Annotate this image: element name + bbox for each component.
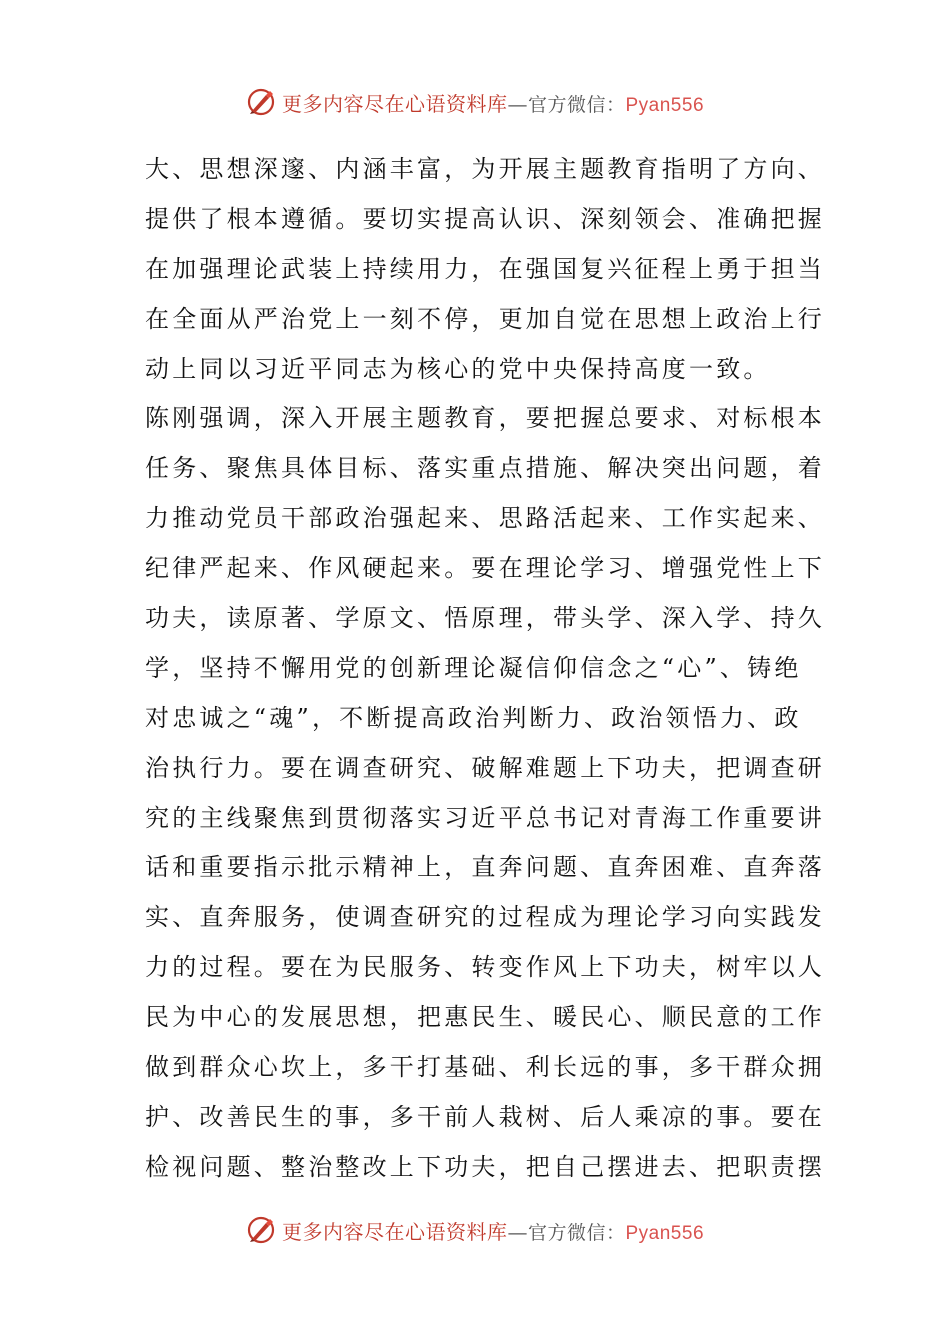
text-line: 护、改善民生的事，多干前人栽树、后人乘凉的事。要在 xyxy=(145,1102,825,1131)
banner-label: 官方微信： xyxy=(527,1221,626,1244)
text-line: 治执行力。要在调查研究、破解难题上下功夫，把调查研 xyxy=(145,753,825,782)
text-line: 对忠诚之“魂”，不断提高政治判断力、政治领悟力、政 xyxy=(145,703,802,732)
text-line: 在加强理论武装上持续用力，在强国复兴征程上勇于担当 xyxy=(145,254,825,283)
text-line: 纪律严起来、作风硬起来。要在理论学习、增强党性上下 xyxy=(145,554,825,583)
banner-main-text: 更多内容尽在心语资料库 xyxy=(281,91,508,116)
text-line: 检视问题、整治整改上下功夫，把自己摆进去、把职责摆 xyxy=(145,1152,825,1181)
text-line: 力的过程。要在为民服务、转变作风上下功夫，树牢以人 xyxy=(145,953,825,982)
pen-logo-icon xyxy=(246,1215,276,1245)
text-line: 民为中心的发展思想，把惠民生、暖民心、顺民意的工作 xyxy=(145,1003,825,1032)
text-line: 功夫，读原著、学原文、悟原理，带头学、深入学、持久 xyxy=(145,604,825,633)
header-watermark-banner xyxy=(0,82,950,122)
text-line: 在全面从严治党上一刻不停，更加自觉在思想上政治上行 xyxy=(145,304,825,333)
text-line: 做到群众心坎上，多干打基础、利长远的事，多干群众拥 xyxy=(145,1053,825,1082)
banner-account: Pyan556 xyxy=(625,1222,705,1244)
banner-separator: — xyxy=(507,1219,528,1244)
text-line: 力推动党员干部政治强起来、思路活起来、工作实起来、 xyxy=(145,504,825,533)
banner-label: 官方微信： xyxy=(527,93,626,116)
banner-main-text: 更多内容尽在心语资料库 xyxy=(281,1219,508,1244)
text-line: 究的主线聚焦到贯彻落实习近平总书记对青海工作重要讲 xyxy=(145,803,825,832)
banner-text xyxy=(282,1216,704,1245)
text-line: 话和重要指示批示精神上，直奔问题、直奔困难、直奔落 xyxy=(145,853,825,882)
pen-logo-icon xyxy=(246,87,276,117)
text-line: 实、直奔服务，使调查研究的过程成为理论学习向实践发 xyxy=(145,903,825,932)
banner-text xyxy=(282,88,704,117)
text-line: 学，坚持不懈用党的创新理论凝信仰信念之“心”、铸绝 xyxy=(145,653,802,682)
text-line: 动上同以习近平同志为核心的党中央保持高度一致。 xyxy=(145,354,771,383)
footer-watermark-banner xyxy=(0,1210,950,1250)
document-body xyxy=(145,145,825,1193)
banner-separator: — xyxy=(507,91,528,116)
text-line: 大、思想深邃、内涵丰富，为开展主题教育指明了方向、 xyxy=(145,155,825,183)
text-line: 提供了根本遵循。要切实提高认识、深刻领会、准确把握 xyxy=(145,204,825,233)
text-line: 陈刚强调，深入开展主题教育，要把握总要求、对标根本 xyxy=(145,404,825,433)
banner-account: Pyan556 xyxy=(625,94,705,116)
text-line: 任务、聚焦具体目标、落实重点措施、解决突出问题，着 xyxy=(145,454,825,483)
